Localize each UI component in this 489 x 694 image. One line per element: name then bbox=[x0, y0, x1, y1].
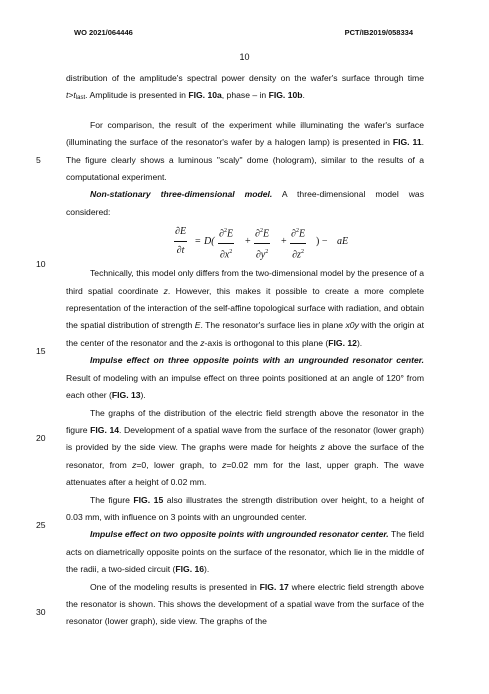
text: -axis is orthogonal to this plane ( bbox=[204, 337, 329, 348]
text: =0.02 mm for the last, upper graph. The wave attenuates after a height of 0.02 mm. bbox=[66, 459, 424, 488]
text: ). bbox=[356, 337, 363, 348]
text: . The figure clearly shows a luminous "scaly" dome (hologram), similar to the results of a computational experiment. bbox=[66, 137, 425, 183]
figure-reference: FIG. 17 bbox=[259, 581, 289, 592]
text: The graphs of the distribution of the electric field strength above the resonator in the figure bbox=[66, 407, 424, 435]
figure-reference: FIG. 12 bbox=[328, 337, 357, 348]
plus-sign: + bbox=[245, 236, 251, 248]
line-number-30: 30 bbox=[36, 607, 46, 617]
variable: E bbox=[194, 320, 201, 331]
partial: ∂ bbox=[255, 228, 260, 240]
text: For comparison, the result of the experiment while illuminating the wafer's surface (illuminating the surface of the resonator's wafer by a halogen lamp) is presented in bbox=[66, 119, 424, 148]
paragraph-7 bbox=[66, 492, 424, 527]
text: ). bbox=[140, 390, 146, 401]
variable: z bbox=[132, 459, 137, 470]
text: Technically, this model only differs from the two-dimensional model by the presence of a third spatial coordinate bbox=[66, 268, 424, 296]
line-number-25: 25 bbox=[36, 520, 46, 530]
text: distribution of the amplitude's spectral power density on the wafer's surface through time bbox=[66, 73, 424, 83]
page-number: 10 bbox=[239, 52, 250, 62]
text: also illustrates the strength distribution over height, to a height of 0.03 mm, with influence on 3 points with an ungrounded center. bbox=[66, 494, 424, 522]
text: The figure bbox=[90, 494, 134, 505]
paragraph-5 bbox=[66, 352, 424, 404]
text: . The resonator's surface lies in plane bbox=[200, 320, 346, 331]
section-heading: Non-stationary three-dimensional model. bbox=[90, 189, 273, 200]
variable: z bbox=[222, 459, 227, 470]
text: Result of modeling with an impulse effect on three points positioned at an angle of 120° from each other ( bbox=[66, 372, 424, 401]
subscript: last bbox=[75, 95, 86, 102]
partial: ∂ bbox=[219, 228, 224, 240]
paragraph-9 bbox=[66, 579, 424, 631]
text: =0, lower graph, to bbox=[136, 459, 223, 470]
partial: ∂y bbox=[255, 249, 266, 261]
exponent: 2 bbox=[229, 248, 233, 255]
variable: E bbox=[226, 228, 234, 240]
time-variable: t bbox=[66, 90, 69, 101]
figure-reference: FIG. 11 bbox=[392, 137, 422, 148]
variable: E bbox=[262, 228, 270, 240]
y-term bbox=[254, 223, 270, 263]
figure-reference: FIG. 10b bbox=[268, 90, 303, 101]
text: . Development of a spatial wave from the surface of the resonator (lower graph) is provided by the side view. The graphs were made for heights bbox=[66, 424, 425, 453]
text: . However, this makes it possible to create a more complete representation of the interaction of the self-affine topological surface with radiation, and obtain the spatial distribution of strength bbox=[66, 285, 424, 331]
variable: E bbox=[298, 228, 306, 240]
text: above the surface of the resonator, from bbox=[66, 442, 424, 470]
text: The field acts on diametrically opposite points on the surface of the resonator, which lie in the middle of the radii, a two-sided circuit ( bbox=[66, 529, 424, 575]
section-heading: Impulse effect on two opposite points with ungrounded resonator center. bbox=[90, 529, 389, 540]
section-heading: Impulse effect on three opposite points with an ungrounded resonator center. bbox=[90, 355, 424, 366]
closing-term: ) − bbox=[316, 236, 328, 248]
exponent: 2 bbox=[300, 248, 304, 255]
line-number-10: 10 bbox=[36, 259, 46, 269]
body-text bbox=[66, 70, 424, 631]
coefficient: D( bbox=[204, 236, 215, 248]
variable: z bbox=[200, 337, 205, 348]
text: where electric field strength above the resonator is shown. This shows the development of a spatial wave from the surface of the resonator (lower graph), side view. The graphs of the bbox=[66, 581, 424, 627]
partial: ∂ bbox=[291, 228, 296, 240]
text: ). bbox=[204, 564, 210, 575]
exponent: 2 bbox=[295, 228, 299, 235]
equals-sign: = bbox=[195, 236, 201, 248]
figure-reference: FIG. 15 bbox=[133, 494, 164, 505]
figure-reference: FIG. 10a bbox=[188, 90, 222, 101]
line-number-5: 5 bbox=[36, 155, 41, 165]
text: . Amplitude is presented in bbox=[85, 90, 189, 101]
exponent: 2 bbox=[223, 228, 227, 235]
figure-reference: FIG. 16 bbox=[175, 564, 205, 575]
text: > bbox=[68, 90, 74, 101]
paragraph-3 bbox=[66, 186, 424, 221]
text: . bbox=[302, 90, 305, 101]
diffusion-equation bbox=[66, 221, 424, 265]
z-term bbox=[290, 223, 306, 263]
numerator: ∂E bbox=[174, 223, 187, 241]
variable: z bbox=[320, 442, 325, 453]
text: One of the modeling results is presented in bbox=[90, 581, 260, 592]
text: , phase – in bbox=[221, 90, 269, 101]
partial: ∂x bbox=[219, 249, 230, 261]
text: with the origin at the center of the resonator and the bbox=[66, 320, 424, 348]
time-variable: t bbox=[73, 90, 76, 101]
text: A three-dimensional model was considered: bbox=[66, 189, 424, 217]
figure-reference: FIG. 14 bbox=[90, 424, 120, 435]
lhs-fraction bbox=[174, 223, 187, 259]
denominator: ∂t bbox=[176, 244, 185, 256]
line-number-15: 15 bbox=[36, 346, 46, 356]
variable: x0y bbox=[345, 320, 359, 331]
paragraph-2 bbox=[66, 117, 424, 187]
paragraph-4 bbox=[66, 265, 424, 352]
application-number: PCT/IB2019/058334 bbox=[344, 28, 413, 37]
exponent: 2 bbox=[259, 228, 263, 235]
partial: ∂z bbox=[292, 249, 301, 261]
x-term bbox=[218, 223, 234, 263]
plus-sign: + bbox=[281, 236, 287, 248]
line-number-20: 20 bbox=[36, 433, 46, 443]
exponent: 2 bbox=[265, 248, 269, 255]
decay-term: aE bbox=[337, 236, 349, 248]
figure-reference: FIG. 13 bbox=[111, 390, 141, 401]
publication-number: WO 2021/064446 bbox=[74, 28, 133, 37]
paragraph-8 bbox=[66, 526, 424, 578]
paragraph-1 bbox=[66, 70, 424, 108]
variable: z bbox=[163, 285, 168, 296]
paragraph-6 bbox=[66, 405, 424, 492]
